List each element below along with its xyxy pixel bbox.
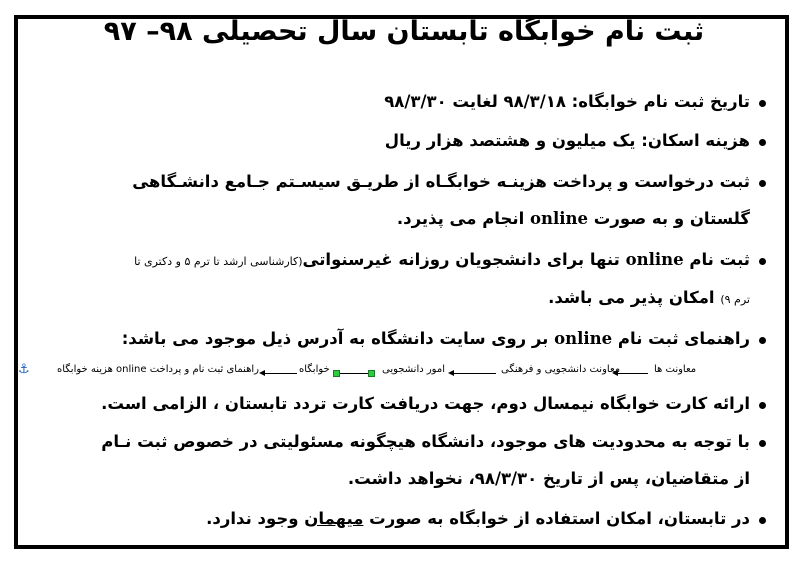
breadcrumb-step-student-affairs-vp[interactable]: معاونت دانشجویی و فرهنگی	[501, 364, 621, 375]
anchor-icon[interactable]: ⚓	[18, 362, 30, 377]
guest-note	[206, 508, 750, 530]
bullet	[759, 402, 766, 409]
marker-icon	[333, 370, 340, 377]
liability-line-1: با توجه به محدودیت های موجود، دانشگاه هیچگونه مسئولیتی در خصوص ثبت نـام	[101, 432, 750, 451]
eligibility-text-a: ثبت نام	[683, 250, 750, 269]
eligibility-line-2	[548, 287, 750, 311]
arrow-line	[618, 373, 648, 374]
guide-line	[122, 328, 750, 350]
registration-date: تاریخ ثبت نام خوابگاه: ۹۸/۳/۱۸ لغایت ۹۸/۳/۳۰	[384, 92, 750, 111]
page-title: ثبت نام خوابگاه تابستان سال تحصیلی ۹۸– ۹۷	[103, 16, 705, 47]
breadcrumb-step-dormitory[interactable]: خوابگاه	[299, 364, 330, 375]
accommodation-fee: هزینه اسکان: یک میلیون و هشتصد هزار ریال	[384, 131, 750, 150]
dorm-card-note: ارائه کارت خوابگاه نیمسال دوم، جهت دریافت کارت تردد تابستان ، الزامی است.	[101, 394, 750, 413]
eligibility-text-c: امکان پذیر می باشد.	[548, 288, 721, 307]
bullet	[759, 180, 766, 187]
request-text-b: انجام می پذیرد.	[396, 209, 530, 228]
request-text-a: گلستان و به صورت	[588, 209, 750, 228]
request-line-2	[397, 208, 750, 230]
breadcrumb-step-guide[interactable]: راهنمای ثبت نام و پرداخت online هزینه خوابگاه	[57, 364, 259, 375]
guide-text-b: بر روی سایت دانشگاه به آدرس ذیل موجود می باشد:	[121, 329, 555, 348]
guide-text-a: راهنمای ثبت نام	[612, 329, 750, 348]
bullet	[759, 139, 766, 146]
online-word: online	[554, 329, 613, 348]
eligibility-note-end: ترم ۹)	[720, 293, 750, 306]
bullet	[759, 337, 766, 344]
request-line-1: ثبت درخواست و پرداخت هزینـه خوابگـاه از طریـق سیسـتم جـامع دانشـگاهی	[132, 172, 750, 191]
guest-text-b: وجود ندارد.	[206, 509, 305, 528]
marker-icon	[368, 370, 375, 377]
bullet	[759, 440, 766, 447]
guest-text-a: در تابستان، امکان استفاده از خوابگاه به صورت	[363, 509, 750, 528]
bullet	[759, 517, 766, 524]
online-word: online	[530, 209, 589, 228]
bullet	[759, 100, 766, 107]
arrow-line	[265, 373, 297, 374]
bullet	[759, 258, 766, 265]
eligibility-text-b: تنها برای دانشجویان روزانه غیرسنواتی	[302, 250, 626, 269]
breadcrumb-step-student-affairs[interactable]: امور دانشجویی	[382, 364, 445, 375]
online-word: online	[625, 250, 684, 269]
eligibility-note: (کارشناسی ارشد تا ترم ۵ و دکتری تا	[134, 255, 303, 268]
eligibility-line-1	[134, 249, 750, 273]
guest-word: میهمان	[304, 509, 364, 528]
arrow-line	[340, 373, 368, 374]
breadcrumb	[24, 362, 736, 380]
liability-line-2: از متقاضیان، پس از تاریخ ۹۸/۳/۳۰، نخواهد داشت.	[347, 469, 750, 488]
breadcrumb-step-vice-presidencies[interactable]: معاونت ها	[654, 364, 697, 375]
arrow-line	[454, 373, 496, 374]
